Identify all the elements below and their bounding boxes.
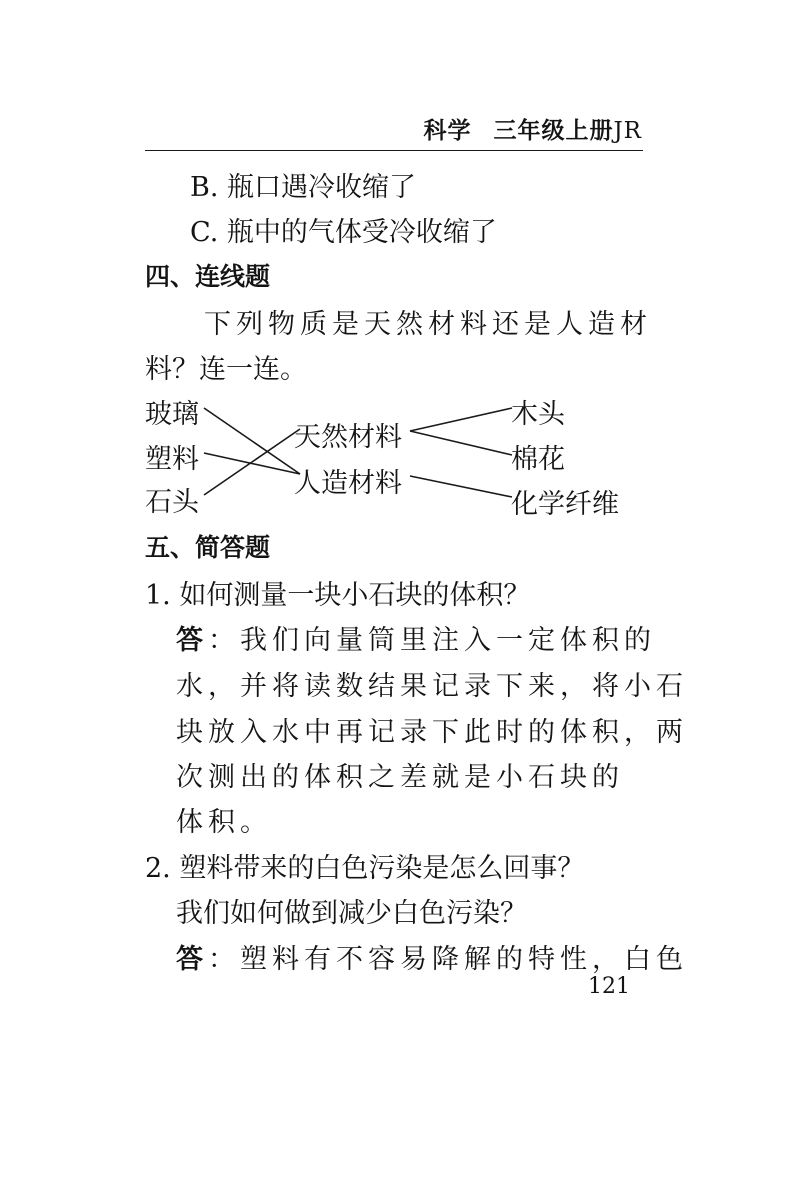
section4-prompt-line1: 下列物质是天然材料还是人造材 xyxy=(204,309,652,340)
right-item-wood: 木头 xyxy=(511,399,565,430)
line-natural-cotton xyxy=(410,431,512,455)
q1-question: 1. 如何测量一块小石块的体积？ xyxy=(145,580,531,611)
middle-item-natural: 天然材料 xyxy=(294,422,402,453)
section4-title: 四、连线题 xyxy=(145,262,271,291)
q1-answer-text1: ：我们向量筒里注入一定体积的 xyxy=(208,625,656,656)
q1-answer-line3: 块放入水中再记录下此时的体积，两 xyxy=(176,717,688,748)
q2-answer-line1 xyxy=(176,937,688,976)
page-number: 121 xyxy=(588,974,630,999)
header-edition: JR xyxy=(613,118,642,144)
line-artificial-fiber xyxy=(410,476,512,497)
q1-answer-label: 答 xyxy=(176,625,208,656)
q2-question-line2: 我们如何做到减少白色污染？ xyxy=(176,898,527,929)
left-item-stone: 石头 xyxy=(145,487,199,518)
right-item-cotton: 棉花 xyxy=(511,444,565,475)
header-subject: 科学 xyxy=(423,118,472,144)
left-item-plastic: 塑料 xyxy=(145,444,199,475)
q1-answer-line2: 水，并将读数结果记录下来，将小石 xyxy=(176,671,688,702)
q1-answer-line4: 次测出的体积之差就是小石块的 xyxy=(176,762,624,793)
option-b: B. 瓶口遇冷收缩了 xyxy=(190,172,417,203)
q1-answer-line1 xyxy=(176,618,656,657)
q2-answer-text1: ：塑料有不容易降解的特性，白色 xyxy=(208,944,688,975)
q1-answer-line5: 体积。 xyxy=(176,807,272,838)
q2-question-line1: 2. 塑料带来的白色污染是怎么回事？ xyxy=(145,853,585,884)
option-c: C. 瓶中的气体受冷收缩了 xyxy=(190,217,497,248)
header-grade: 三年级上册 xyxy=(493,118,614,144)
section5-title: 五、简答题 xyxy=(145,533,271,562)
q2-answer-label: 答 xyxy=(176,944,208,975)
right-item-fiber: 化学纤维 xyxy=(511,489,619,520)
line-natural-wood xyxy=(410,408,512,431)
line-stone-natural xyxy=(204,429,300,495)
left-item-glass: 玻璃 xyxy=(145,399,199,430)
section4-prompt-line2: 料？连一连。 xyxy=(145,354,307,385)
middle-item-artificial: 人造材料 xyxy=(294,468,402,499)
